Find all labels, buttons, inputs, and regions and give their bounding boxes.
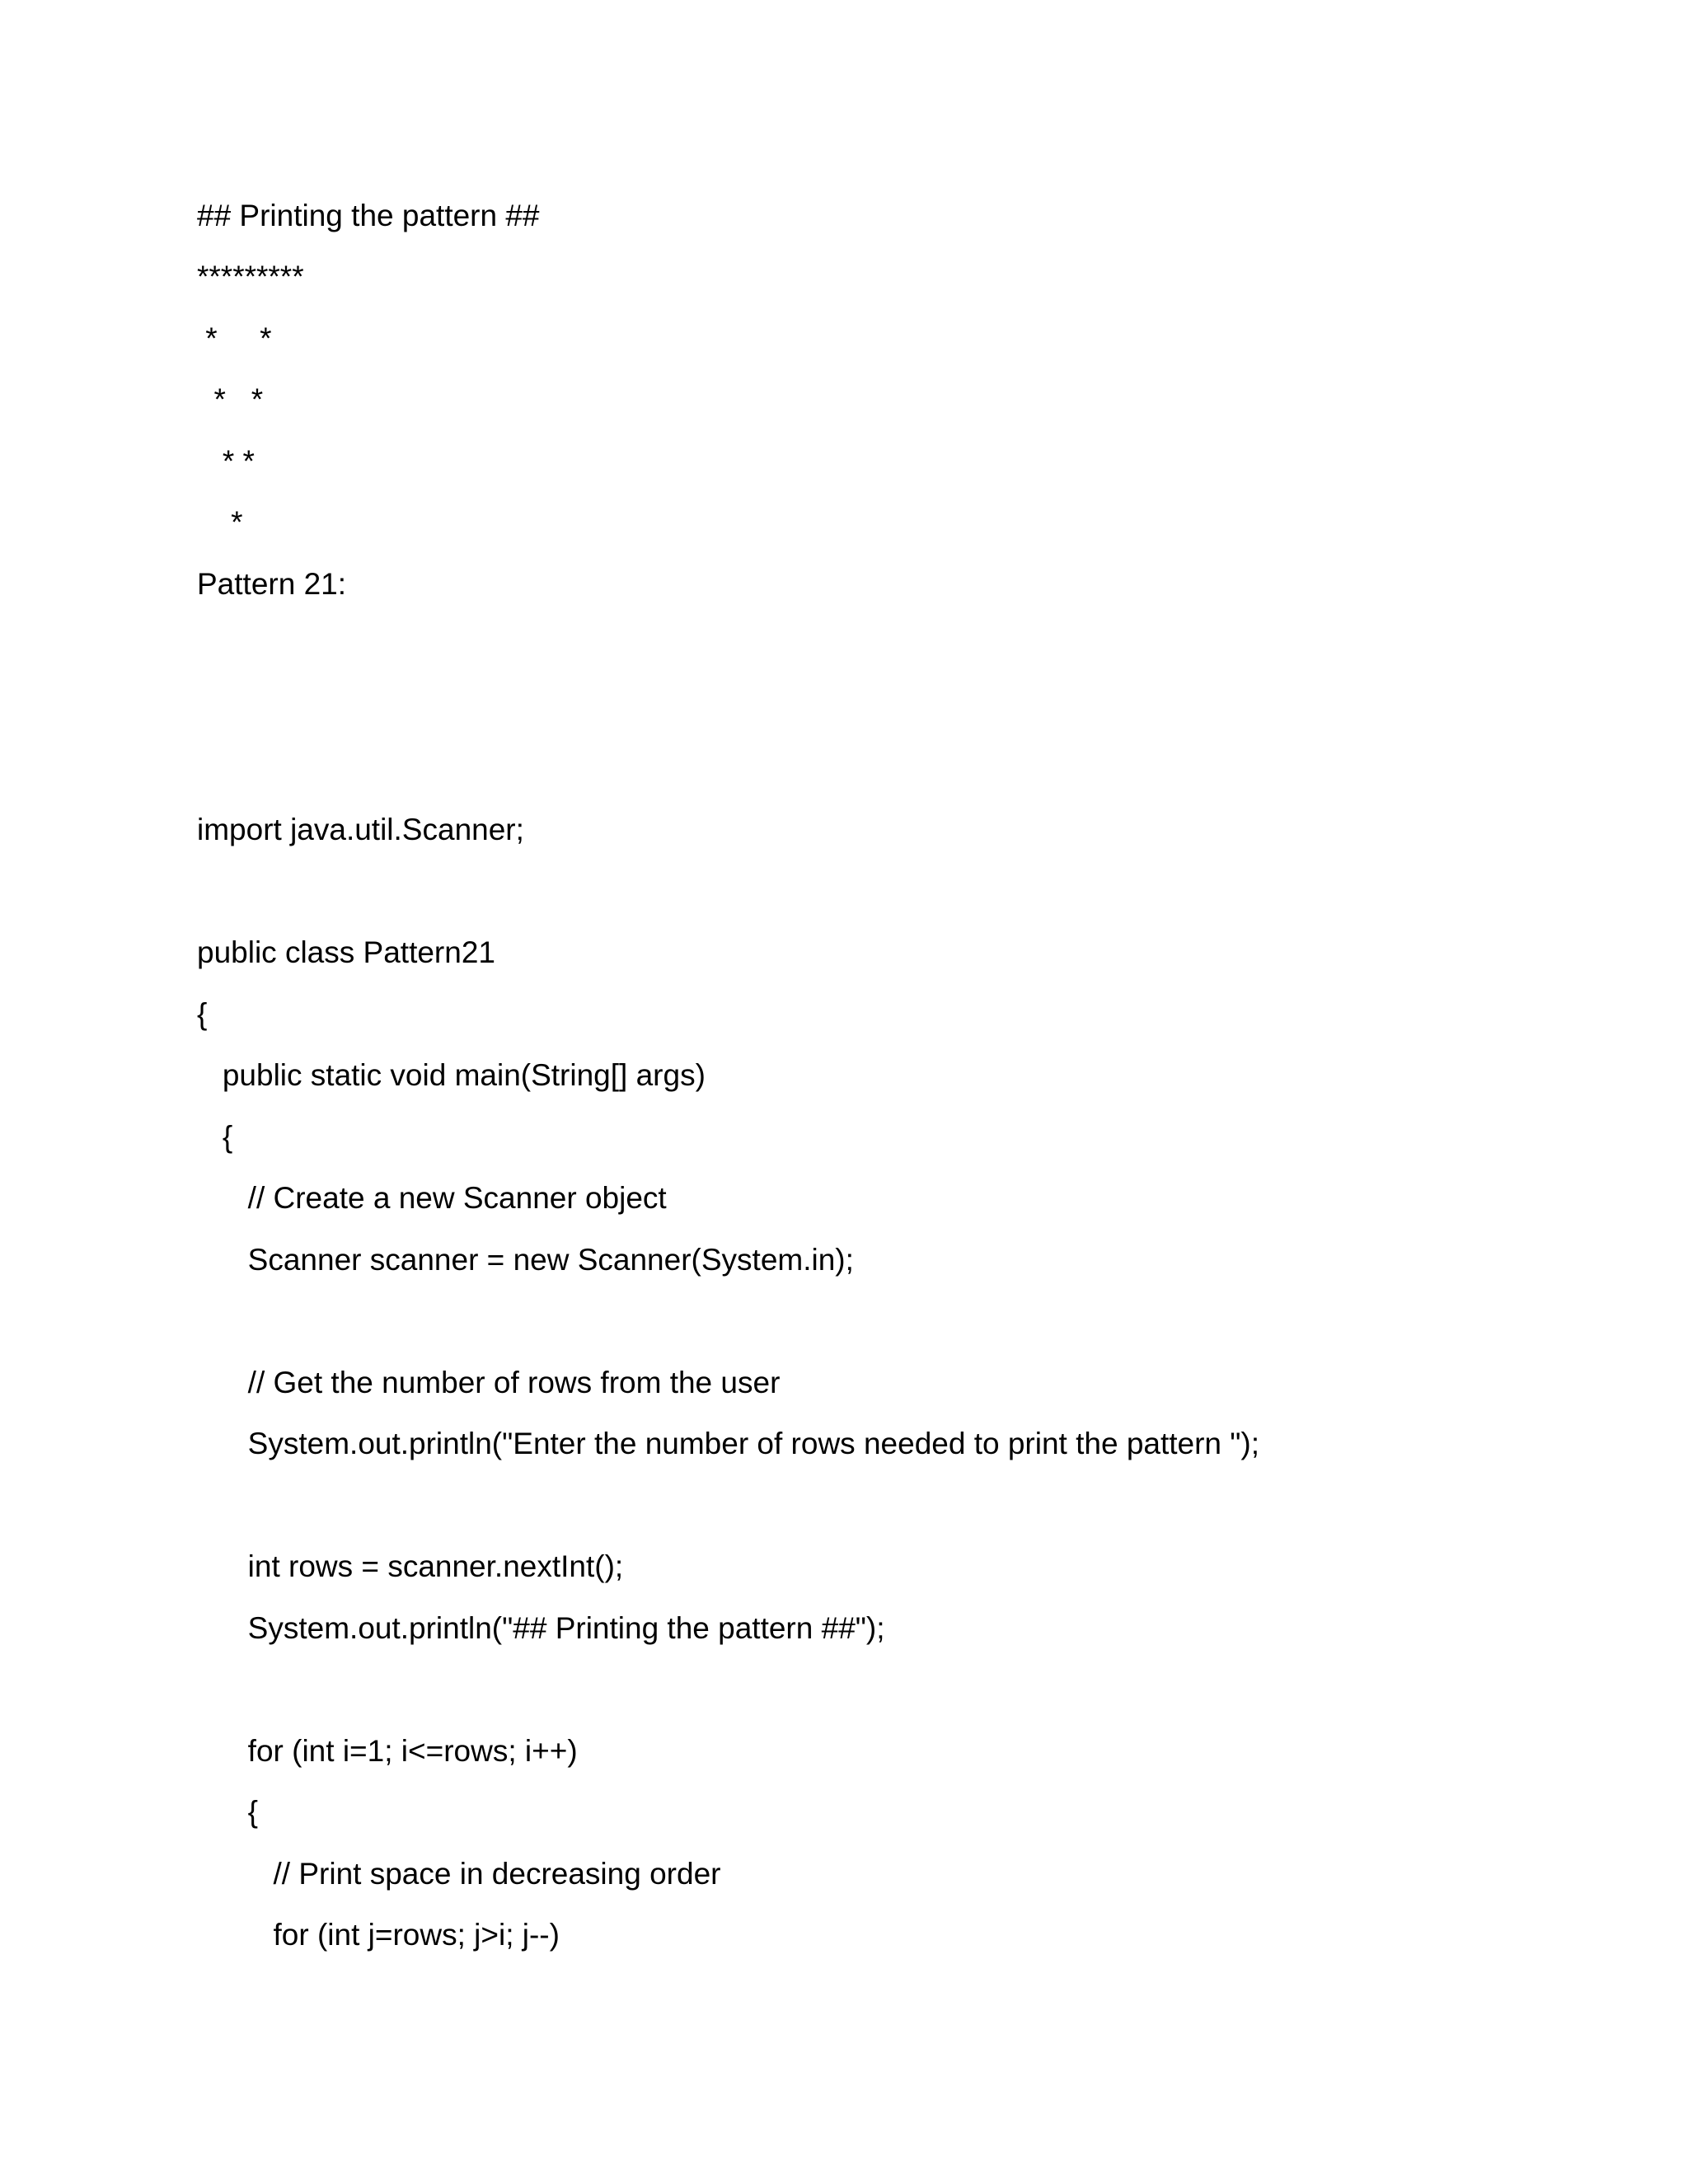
pattern-row-3: * * [197,382,264,416]
pattern-title: Pattern 21: [197,567,347,601]
code-comment-scanner: // Create a new Scanner object [197,1181,667,1215]
code-comment-rows: // Get the number of rows from the user [197,1366,781,1399]
output-heading: ## Printing the pattern ## [197,199,540,232]
code-main-decl: public static void main(String[] args) [197,1058,706,1092]
code-comment-space: // Print space in decreasing order [197,1857,721,1891]
code-brace-open: { [197,997,208,1031]
code-main-brace-open: { [197,1120,233,1154]
code-for-brace-open: { [197,1795,259,1829]
code-scanner-init: Scanner scanner = new Scanner(System.in); [197,1243,854,1277]
code-import: import java.util.Scanner; [197,813,524,846]
pattern-row-4: * * [197,444,255,478]
pattern-row-2: * * [197,321,272,355]
pattern-row-5: * [197,505,243,539]
code-class-decl: public class Pattern21 [197,935,495,969]
code-for-outer: for (int i=1; i<=rows; i++) [197,1734,578,1768]
code-for-inner: for (int j=rows; j>i; j--) [197,1918,560,1952]
code-print-heading: System.out.println("## Printing the pattern ##"); [197,1611,885,1645]
code-read-rows: int rows = scanner.nextInt(); [197,1549,624,1583]
pattern-row-1: ********* [197,260,304,293]
code-print-prompt: System.out.println("Enter the number of rows needed to print the pattern "); [197,1427,1260,1460]
